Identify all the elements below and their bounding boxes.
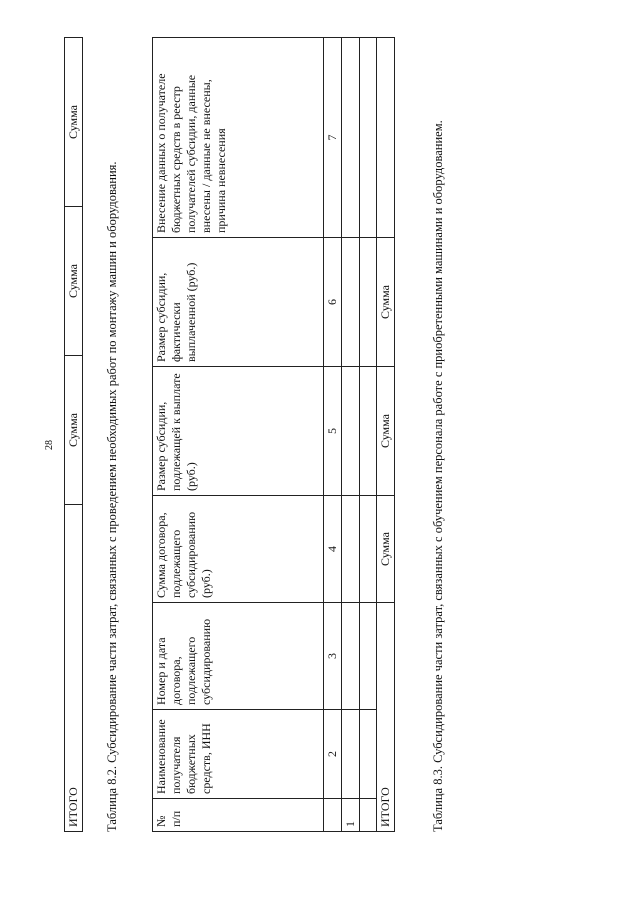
col-number [324,799,342,832]
sum-cell: Сумма [377,238,395,367]
empty-cell [342,496,360,603]
summary-table-continued [64,37,83,832]
col-number: 6 [324,238,342,367]
total-row [377,38,395,832]
table-row [65,38,83,832]
empty-cell [360,799,377,832]
empty-cell [342,367,360,496]
table-8-2 [152,37,395,832]
empty-cell [360,38,377,238]
empty-cell [360,710,377,799]
table-8-2-caption: Таблица 8.2. Субсидирование части затрат, связанных с проведением необходимых работ по монтажу машин и оборудования. [105,161,119,832]
empty-cell [360,367,377,496]
empty-cell [342,710,360,799]
column-number-row [324,38,342,832]
total-label: ИТОГО [65,505,83,832]
header-subsidy-due: Размер субсидии, подлежащей к выплате (руб.) [153,367,324,496]
page-number: 28 [44,440,55,450]
col-number: 5 [324,367,342,496]
header-recipient: Наименование получателя бюджетных средств, ИНН [153,710,324,799]
row-number: 1 [342,799,360,832]
empty-cell [342,38,360,238]
sum-cell: Сумма [377,367,395,496]
col-number: 7 [324,38,342,238]
table-8-3-caption: Таблица 8.3. Субсидирование части затрат, связанных с обучением персонала работе с приобретенными машинами и оборудованием. [431,120,445,832]
empty-cell [342,238,360,367]
header-contract-number: Номер и дата договора, подлежащего субсидированию [153,603,324,710]
col-number: 2 [324,710,342,799]
col-number: 3 [324,603,342,710]
sum-cell: Сумма [65,356,83,505]
empty-cell [360,238,377,367]
header-num: № п/п [153,799,324,832]
empty-cell [360,496,377,603]
empty-cell [342,603,360,710]
header-row [153,38,324,832]
header-registry: Внесение данных о получателе бюджетных средств в реестр получателей субсидии, данные внесены / данные не внесены, причина невнесения [153,38,324,238]
header-subsidy-paid: Размер субсидии, фактически выплаченной (руб.) [153,238,324,367]
sum-cell: Сумма [65,207,83,356]
total-label: ИТОГО [377,603,395,832]
header-contract-sum: Сумма договора, подлежащего субсидированию (руб.) [153,496,324,603]
col-number: 4 [324,496,342,603]
empty-cell [360,603,377,710]
table-row [360,38,377,832]
empty-cell [377,38,395,238]
table-row [342,38,360,832]
sum-cell: Сумма [65,38,83,207]
sum-cell: Сумма [377,496,395,603]
